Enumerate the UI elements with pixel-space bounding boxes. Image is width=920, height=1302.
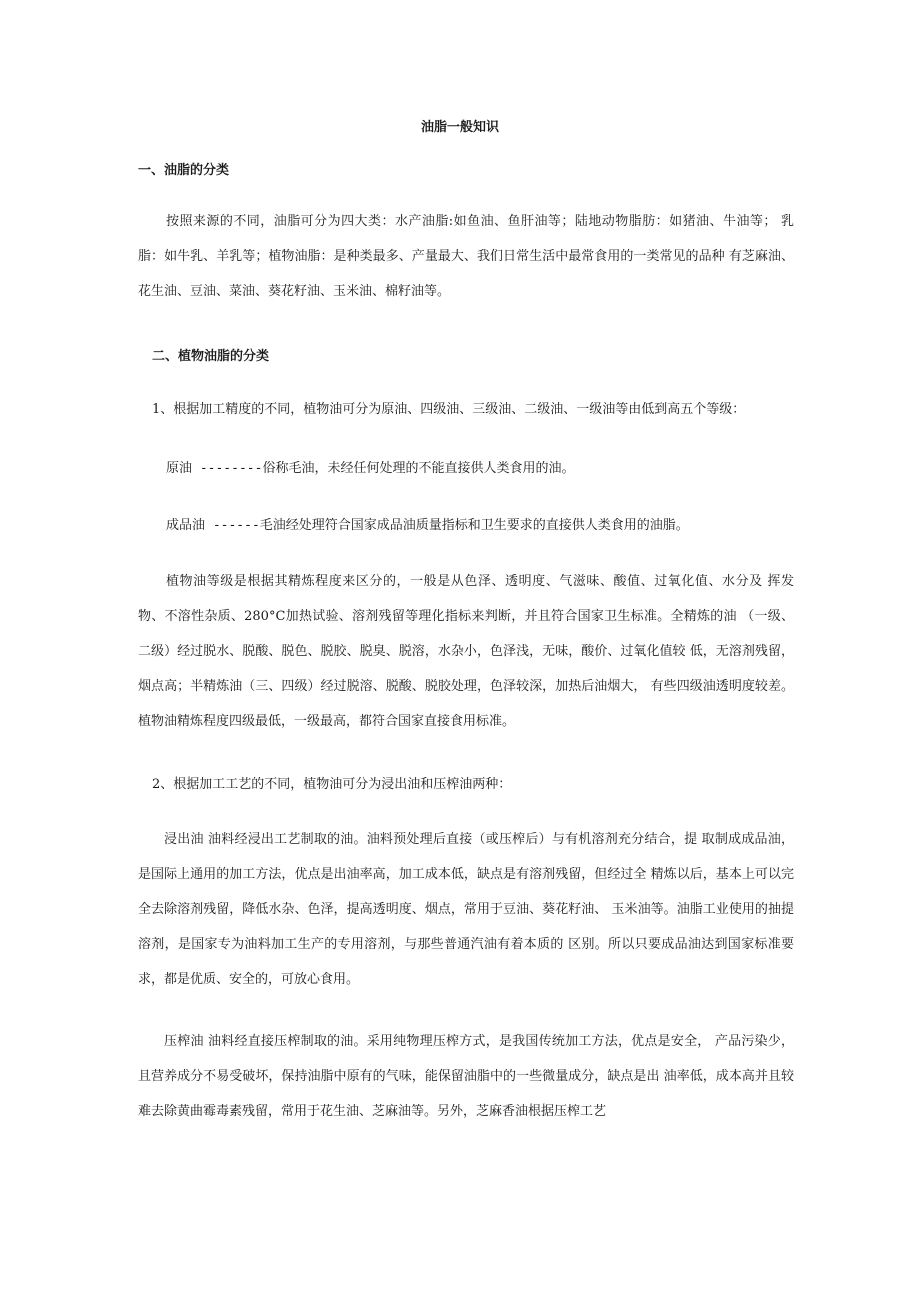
definition-crude-oil: 原油 --------俗称毛油，未经任何处理的不能直接供人类食用的油。 (166, 461, 575, 476)
section-heading-oil-classification: 一、油脂的分类 (138, 163, 230, 178)
definition-finished-oil: 成品油 ------毛油经处理符合国家成品油质量指标和卫生要求的直接供人类食用的油脂。 (166, 518, 689, 533)
paragraph-oil-sources: 按照来源的不同，油脂可分为四大类：水产油脂:如鱼油、鱼肝油等；陆地动物脂肪：如猪油、牛油等； 乳脂：如牛乳、羊乳等；植物油脂：是种类最多、产量最大、我们日常生活中最常食用的一类常见的品种 有芝麻油、花生油、豆油、菜油、葵花籽油、玉米油、棉籽油等。 (138, 214, 794, 299)
paragraph-extracted-oil: 浸出油 油料经浸出工艺制取的油。油料预处理后直接（或压榨后）与有机溶剂充分结合，提 取制成成品油，是国际上通用的加工方法，优点是出油率高，加工成本低，缺点是有溶剂残留，但经过全 精炼以后，基本上可以完全去除溶剂残留，降低水杂、色泽，提高透明度、烟点，常用于豆油、葵花籽油、 玉米油等。油脂工业使用的抽提溶剂，是国家专为油料加工生产的专用溶剂，与那些普通汽油有着本质的 区别。所以只要成品油达到国家标准要求，都是优质、安全的，可放心食用。 (138, 832, 794, 987)
paragraph-pressed-oil: 压榨油 油料经直接压榨制取的油。采用纯物理压榨方式，是我国传统加工方法，优点是安全， 产品污染少，且营养成分不易受破坏，保持油脂中原有的气味，能保留油脂中的一些微量成分，缺点是出 油率低，成本高并且较难去除黄曲霉毒素残留，常用于花生油、芝麻油等。另外，芝麻香油根据压榨工艺 (138, 1034, 794, 1119)
section-heading-vegetable-oil-classification: 二、植物油脂的分类 (152, 349, 270, 364)
paragraph-oil-grades: 植物油等级是根据其精炼程度来区分的，一般是从色泽、透明度、气滋味、酸值、过氧化值、水分及 挥发物、不溶性杂质、280°C加热试验、溶剂残留等理化指标来判断，并且符合国家卫生标准。全精炼的油 （一级、二级）经过脱水、脱酸、脱色、脱胶、脱臭、脱溶，水杂小，色泽浅，无味，酸价、过氧化值较 低，无溶剂残留，烟点高；半精炼油（三、四级）经过脱溶、脱酸、脱胶处理，色泽较深，加热后油烟大， 有些四级油透明度较差。植物油精炼程度四级最低，一级最高，都符合国家直接食用标准。 (138, 574, 794, 729)
document-title: 油脂一般知识 (420, 120, 499, 135)
list-item-refinement-grades: 1、根据加工精度的不同，植物油可分为原油、四级油、三级油、二级油、一级油等由低到高五个等级： (152, 402, 746, 417)
list-item-processing-methods: 2、根据加工工艺的不同，植物油可分为浸出油和压榨油两种： (152, 777, 512, 792)
